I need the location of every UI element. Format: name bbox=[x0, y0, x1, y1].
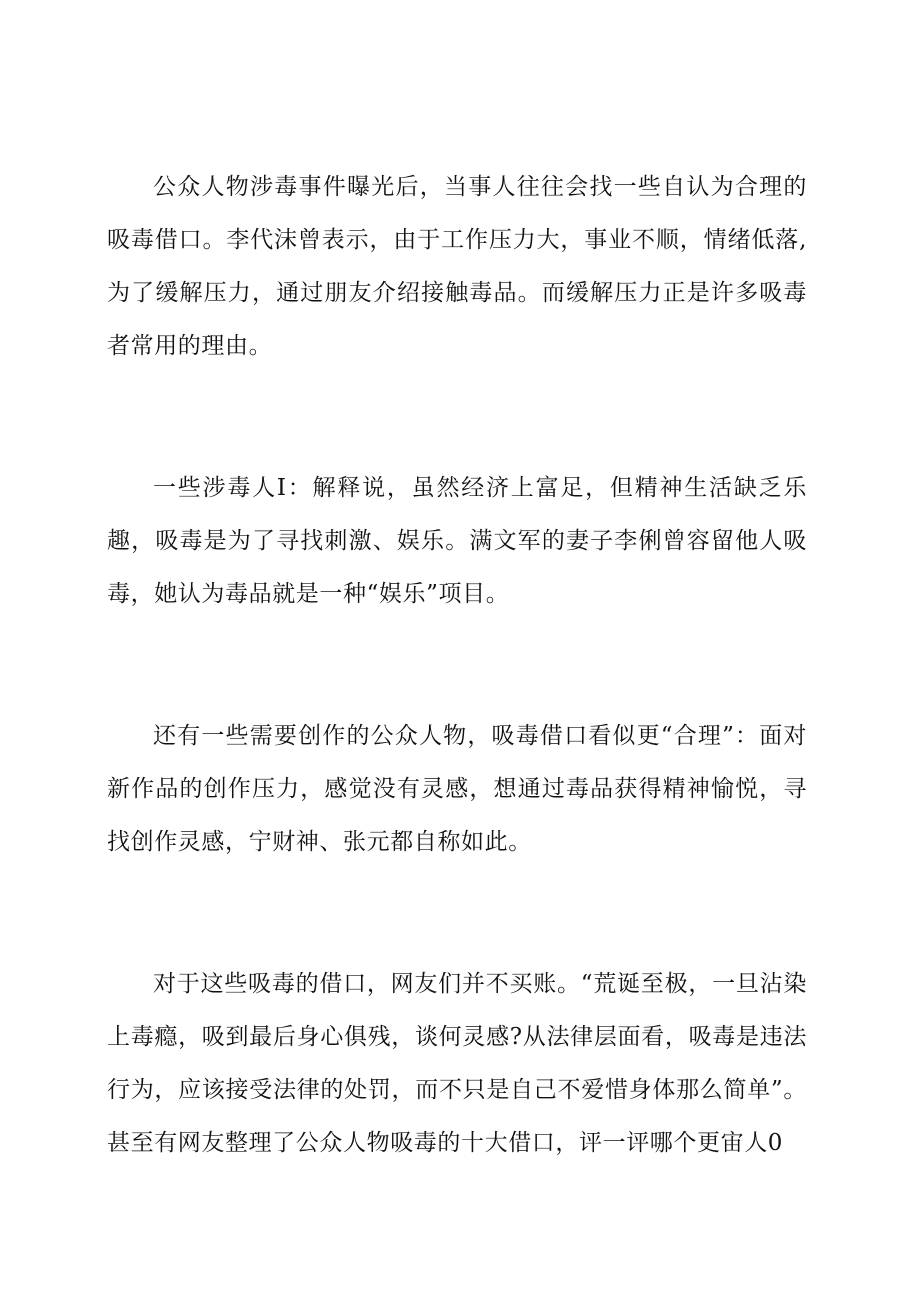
paragraph-4: 对于这些吸毒的借口，网友们并不买账。“荒诞至极，一旦沾染上毒瘾，吸到最后身心俱残，谈何灵感?从法律层面看，吸毒是违法行为，应该接受法律的处罚，而不只是自己不爱惜身体那么简单”。甚至有网友整理了公众人物吸毒的十大借口，评一评哪个更宙人0 bbox=[107, 971, 807, 1156]
paragraph-3: 还有一些需要创作的公众人物，吸毒借口看似更“合理”：面对新作品的创作压力，感觉没有灵感，想通过毒品获得精神愉悦，寻找创作灵感，宁财神、张元都自称如此。 bbox=[107, 723, 807, 855]
article-body bbox=[107, 161, 807, 1170]
paragraph-2: 一些涉毒人I：解释说，虽然经济上富足，但精神生活缺乏乐趣，吸毒是为了寻找刺激、娱乐。满文军的妻子李俐曾容留他人吸毒，她认为毒品就是一种“娱乐”项目。 bbox=[107, 475, 807, 607]
paragraph-1: 公众人物涉毒事件曝光后，当事人往往会找一些自认为合理的吸毒借口。李代沫曾表示，由于工作压力大，事业不顺，情绪低落,为了缓解压力，通过朋友介绍接触毒品。而缓解压力正是许多吸毒者常用的理由。 bbox=[107, 174, 807, 359]
